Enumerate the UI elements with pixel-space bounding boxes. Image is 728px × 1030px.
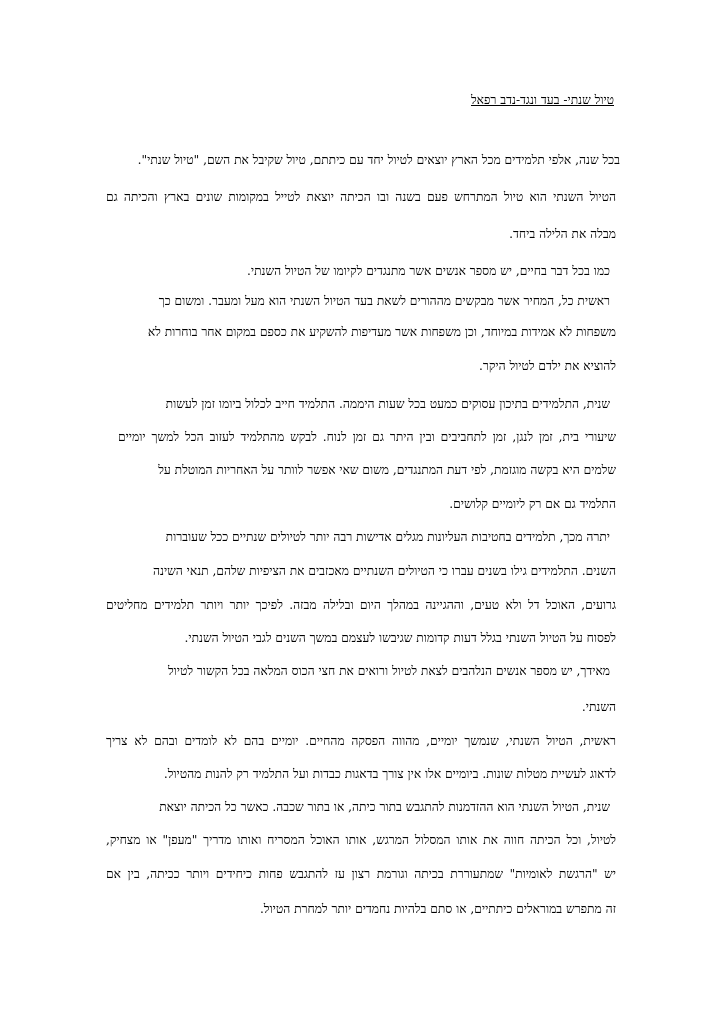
document-title: טיול שנתי- בעד ונגד-נדב רפאל	[470, 93, 614, 107]
paragraph-line: כמו בכל דבר בחיים, יש מספר אנשים אשר מתנגדים לקיומו של הטיול השנתי.	[247, 264, 610, 278]
paragraph-line: הטיול השנתי הוא טיול המתרחש פעם בשנה ובו הכיתה יוצאת לטייל במקומות שונים בארץ והכיתה גם	[106, 190, 616, 204]
paragraph-line: שנית, התלמידים בתיכון עסוקים כמעט בכל שעות היממה. התלמיד חייב לכלול ביומו זמן לעשות	[165, 397, 610, 411]
paragraph-line: התלמיד גם אם רק ליומיים קלושים.	[449, 497, 616, 511]
paragraph-line: משפחות לא אמידות במיוחד, וכן משפחות אשר מעדיפות להשקיע את כספם במקום אחר בוחרות לא	[147, 325, 616, 339]
paragraph-line: להוציא את ילדם לטיול היקר.	[479, 359, 616, 373]
paragraph-line: לטיול, וכל הכיתה חווה את אותו המסלול המרגש, אותו האוכל המסריח ואותו מדריך "מעפן" או מצחיק,	[106, 833, 616, 847]
paragraph-line: ראשית, הטיול השנתי, שנמשך יומיים, מהווה הפסקה מהחיים. יומיים בהם לא לומדים ובהם לא צריך	[106, 734, 616, 748]
paragraph-line: בכל שנה, אלפי תלמידים מכל הארץ יוצאים לטיול יחד עם כיתתם, טיול שקיבל את השם, "טיול שנתי".	[137, 153, 620, 167]
paragraph-line: לדאוג לעשיית מטלות שונות. ביומיים אלו אין צורך בדאגות כבדות ועל התלמיד רק להנות מהטיול.	[163, 767, 616, 781]
paragraph-line: גרועים, האוכל דל ולא טעים, וההגיינה במהלך היום ובלילה מבזה. לפיכך יותר ויותר תלמידים מחליטים	[106, 598, 616, 612]
paragraph-line: יש "הרגשת לאומיות" שמתעוררת בכיתה וגורמת רצון עז להתגבש פחות כיחידים ויותר ככיתה, בין אם	[106, 867, 616, 881]
paragraph-line: ראשית כל, המחיר אשר מבקשים מההורים לשאת בעד הטיול השנתי הוא מעל ומעבר. ומשום כך	[158, 294, 610, 308]
paragraph-line: שנית, הטיול השנתי הוא ההזדמנות להתגבש בתור כיתה, או בתור שכבה. כאשר כל הכיתה יוצאת	[159, 800, 610, 814]
paragraph-line: לפסוח על הטיול השנתי בגלל דעות קדומות שגיבשו לעצמם במשך השנים לגבי הטיול השנתי.	[184, 631, 616, 645]
paragraph-line: שלמים היא בקשה מוגזמת, לפי דעת המתנגדים, משום שאי אפשר לוותר על האחריות המוטלת על	[158, 463, 616, 477]
paragraph-line: שיעורי בית, זמן לנגן, זמן לתחביבים ובין היתר גם זמן לנוח. לבקש מהתלמיד לעזוב הכל למשך יומיים	[118, 430, 616, 444]
paragraph-line: יתרה מכך, תלמידים בחטיבות העליונות מגלים אדישות רבה יותר לטיולים שנתיים ככל שעוברות	[165, 530, 610, 544]
paragraph-line: השנתי.	[581, 700, 616, 714]
paragraph-line: זה מתפרש במוראלים כיתתיים, או סתם בלהיות נחמדים יותר למחרת הטיול.	[259, 902, 616, 916]
paragraph-line: השנים. התלמידים גילו בשנים עברו כי הטיולים השנתיים מאכזבים את הציפיות שלהם, תנאי השינה	[153, 564, 616, 578]
paragraph-line: מאידך, יש מספר אנשים הנלהבים לצאת לטיול ורואים את חצי הכוס המלאה בכל הקשור לטיול	[167, 664, 610, 678]
paragraph-line: מבלה את הלילה ביחד.	[509, 227, 616, 241]
